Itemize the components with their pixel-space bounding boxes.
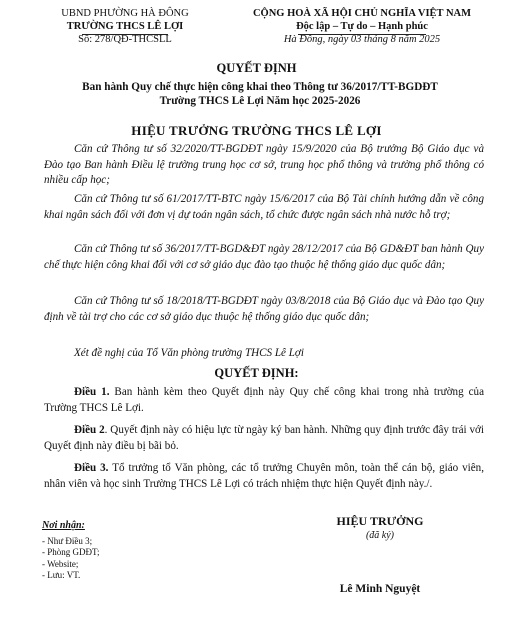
recipient-item: - Lưu: VT. [42,570,81,580]
article-1-label: Điều 1. [74,386,110,398]
signer-name: Lê Minh Nguyệt [339,583,421,595]
article-2-text: . Quyết định này có hiệu lực từ ngày ký ban hành. Những quy định trước đây trái với Quyết định này điều bị bãi bỏ. [44,424,484,452]
preamble-2: Căn cứ Thông tư số 61/2017/TT-BTC ngày 15/6/2017 của Bộ Tài chính hướng dẫn về công khai ngân sách đối với đơn vị dự toán ngân sách, tổ chức được ngân sách nhà nước hỗ trợ; [44,193,484,221]
recipient-item: - Phòng GDĐT; [42,547,100,557]
signature-note: (đã ký) [365,530,395,541]
issuer-title: HIỆU TRƯỞNG TRƯỜNG THCS LÊ LỢI [131,123,382,138]
national-title: CỘNG HOÀ XÃ HỘI CHỦ NGHĨA VIỆT NAM [252,8,472,19]
subject-line-1: Ban hành Quy chế thực hiện công khai theo Thông tư 36/2017/TT-BGDĐT [82,81,438,93]
document-subject [30,80,490,108]
recipients-heading: Nơi nhận: [42,520,85,531]
recipient-item: - Website; [42,558,79,569]
preamble-5: Xét đề nghị của Tổ Văn phòng trường THCS Lê Lợi [74,347,304,359]
article-1-text: Ban hành kèm theo Quyết định này Quy chế công khai trong nhà trường của Trường THCS Lê Lợi. [44,386,484,414]
preamble-3: Căn cứ Thông tư số 36/2017/TT-BGD&ĐT ngày 28/12/2017 của Bộ GD&ĐT ban hành Quy chế thực hiện công khai đối với cơ sở giáo dục đào tạo thuộc hệ thống giáo dục quốc dân; [44,243,484,271]
header-left-underline [82,34,168,35]
article-3 [44,461,484,492]
place-date: Hà Đông, ngày 03 tháng 8 năm 2025 [283,34,441,45]
national-motto: Độc lập – Tự do – Hạnh phúc [296,21,428,32]
document-title: QUYẾT ĐỊNH [216,61,297,75]
recipient-item: - Như Điều 3; [42,535,93,546]
school-name: TRƯỜNG THCS LÊ LỢI [66,21,184,32]
subject-line-2: Trường THCS Lê Lợi Năm học 2025-2026 [159,95,361,107]
header-right-underline [298,34,426,35]
preamble-4: Căn cứ Thông tư số 18/2018/TT-BGDĐT ngày 03/8/2018 của Bộ Giáo dục và Đào tạo Quy định về tài trợ cho các cơ sở giáo dục thuộc hệ thống giáo dục quốc dân; [44,295,484,323]
decision-heading: QUYẾT ĐỊNH: [214,366,299,380]
header-right [216,7,508,46]
authority-name: UBND PHƯỜNG HÀ ĐÔNG [61,8,189,19]
article-3-label: Điều 3. [74,462,109,474]
document-number: Số: 278/QĐ-THCSLL [78,34,172,45]
preamble-1: Căn cứ Thông tư số 32/2020/TT-BGDĐT ngày 15/9/2020 của Bộ trưởng Bộ Giáo dục và Đào tạo Ban hành Điều lệ trường trung học cơ sở, trung học phổ thông và trường phổ thông có nhiều cấp học; [44,143,484,186]
article-2 [44,423,484,454]
header-left [40,7,210,46]
article-3-text: Tổ trưởng tổ Văn phòng, các tổ trưởng Chuyên môn, toàn thể cán bộ, giáo viên, nhân viên và học sinh Trường THCS Lê Lợi có trách nhiệm thực hiện Quyết định này./. [44,462,485,490]
recipients [42,520,100,582]
signer-title: HIỆU TRƯỞNG [336,514,424,528]
article-2-label: Điều 2 [74,424,105,436]
article-1 [44,385,484,416]
